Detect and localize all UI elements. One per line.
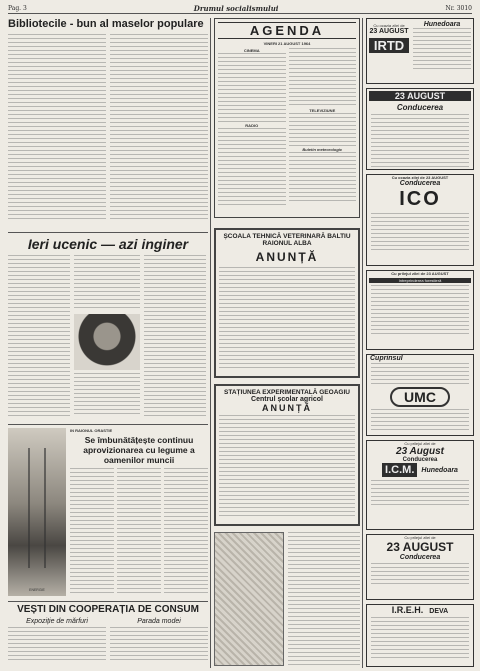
ad-text <box>371 563 469 585</box>
article-coop <box>8 604 208 666</box>
school-anunta: ANUNȚĂ <box>255 250 319 264</box>
station-announcement <box>214 384 360 526</box>
ad-text <box>371 480 469 508</box>
article-text <box>8 627 106 663</box>
illustration <box>214 532 284 666</box>
ad-title: Conducerea <box>396 103 444 112</box>
article-text <box>74 373 140 417</box>
ad-ico <box>366 174 474 266</box>
ad-text <box>371 114 469 170</box>
ad-logo: IRTD <box>369 38 409 53</box>
ad-title: Conducerea <box>402 457 438 463</box>
ad-date: 23 August <box>396 446 444 457</box>
school-title: ȘCOALA TEHNICĂ VETERINARĂ BALTIU <box>223 233 351 240</box>
radio-heading: RADIO <box>245 123 259 128</box>
agenda-title: AGENDA <box>218 22 356 39</box>
article-text <box>110 34 208 220</box>
ad-forestry <box>366 270 474 350</box>
article-text <box>288 532 360 666</box>
ad-ireh <box>366 604 474 667</box>
ad-icm <box>366 440 474 530</box>
station-sub: Centrul școlar agricol <box>251 396 323 403</box>
ad-umc <box>366 354 474 436</box>
agenda-text <box>289 48 357 108</box>
photo-caption: ENERGIE <box>29 588 45 592</box>
ad-logo: Intreprinderea forestieră <box>369 278 471 283</box>
school-subtitle: RAIONUL ALBA <box>262 240 312 247</box>
ad-logo: I.R.E.H. <box>391 605 424 615</box>
ad-text <box>371 617 469 661</box>
article-text <box>74 255 140 311</box>
ad-text <box>371 363 469 385</box>
meteo-heading: Buletin meteorologic <box>302 147 343 152</box>
article-subtitle: Parada modei <box>137 618 181 625</box>
school-announcement <box>214 228 360 378</box>
ad-text: Cu prilejul zilei de <box>404 441 436 446</box>
article-title: Bibliotecile - bun al maselor populare <box>8 18 204 30</box>
ad-date: 23 AUGUST <box>369 28 409 35</box>
ad-text <box>413 28 471 72</box>
ad-conducerea-2 <box>366 534 474 600</box>
article-text <box>144 255 206 417</box>
article-text <box>8 255 70 417</box>
masthead: Drumul socialismului <box>193 4 279 13</box>
article-kicker: IN RAIONUL ORASTIE <box>70 428 113 433</box>
ad-city: Hunedoara <box>421 466 458 474</box>
ad-text <box>371 285 469 337</box>
ad-logo: I.C.M. <box>382 463 417 477</box>
ad-text: Cu ocazia zilei de 23 AUGUST <box>391 175 449 180</box>
ad-title: Cuprinsul <box>370 355 403 362</box>
agenda-date: VINERI 21 AUGUST 1964 <box>263 41 311 46</box>
ad-date: 23 AUGUST <box>386 540 454 554</box>
cinema-listings <box>218 53 286 123</box>
school-text <box>219 267 355 371</box>
tv-heading: TELEVIZIUNE <box>309 108 336 113</box>
article-subtitle: Expoziție de mărfuri <box>26 618 88 625</box>
article-text <box>164 468 208 596</box>
page-header <box>8 4 472 14</box>
vegetables-photo <box>8 428 66 596</box>
article-vegetables <box>8 428 208 598</box>
ad-text: Cu prilejul zilei de <box>404 535 436 540</box>
ad-text <box>371 409 469 431</box>
cinema-heading: CINEMA <box>243 48 260 53</box>
station-text <box>219 415 355 517</box>
station-title: STAȚIUNEA EXPERIMENTALĂ GEOAGIU <box>224 389 350 396</box>
ad-text <box>371 213 469 253</box>
ad-text: Cu prilejul zilei de 23 AUGUST <box>391 271 449 276</box>
ad-title: Conducerea <box>399 180 441 187</box>
ad-conducerea-1 <box>366 88 474 170</box>
ad-date: 23 AUGUST <box>369 91 471 101</box>
article-text <box>70 468 114 596</box>
article-title: VEȘTI DIN COOPERAȚIA DE CONSUM <box>17 604 199 615</box>
article-engineer <box>8 236 208 421</box>
agenda-box <box>214 18 360 218</box>
tv-listings <box>289 113 357 147</box>
page-number: Pag. 3 <box>8 5 27 12</box>
radio-listings <box>218 128 286 208</box>
meteo-text <box>289 152 357 204</box>
ad-city: DEVA <box>429 608 449 615</box>
article-title: Ieri ucenic — azi inginer <box>27 236 189 252</box>
issue-number: Nr. 3010 <box>445 5 472 12</box>
article-text <box>110 627 208 663</box>
ad-irtd <box>366 18 474 84</box>
ad-logo: UMC <box>390 387 450 407</box>
ad-text: Cu ocazia zilei de <box>373 23 405 28</box>
article-libraries <box>8 18 208 228</box>
article-text <box>117 468 161 596</box>
ad-title: Conducerea <box>399 554 441 561</box>
ad-city: Hunedoara <box>423 21 461 28</box>
article-title: Se îmbunătățește continuu aprovizionarea cu legume a oamenilor muncii <box>83 435 195 465</box>
article-text <box>8 34 106 220</box>
portrait-photo <box>74 314 140 370</box>
ad-logo: ICO <box>399 188 441 210</box>
station-anunta: ANUNȚĂ <box>262 403 312 413</box>
